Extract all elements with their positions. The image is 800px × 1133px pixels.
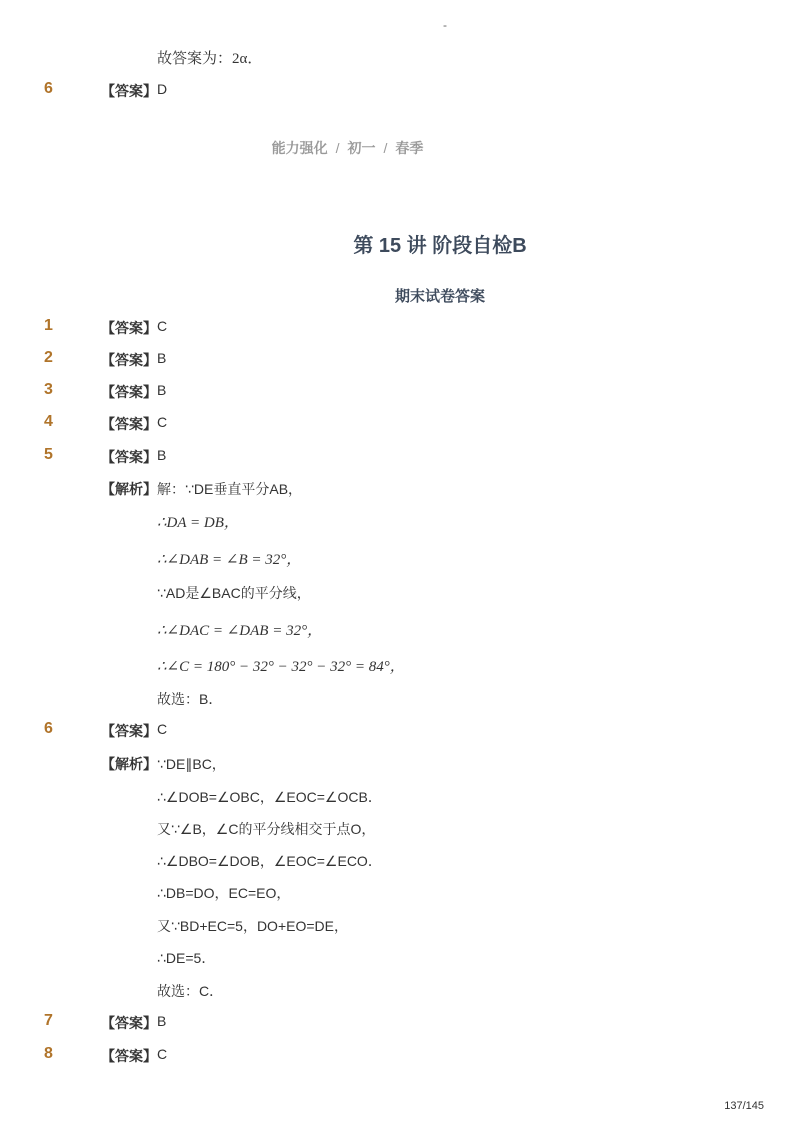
previous-answer-line: 故答案为：2α． [157, 51, 263, 67]
answer-label: 【答案】 [101, 320, 157, 336]
analysis-label: 【解析】 [101, 481, 157, 497]
question-number: 6 [44, 720, 53, 737]
breadcrumb-item: 初一 [347, 140, 376, 156]
question-number: 6 [44, 80, 53, 97]
answer-value: B [157, 350, 167, 366]
question-number: 8 [44, 1045, 53, 1062]
analysis-label: 【解析】 [101, 756, 157, 772]
answer-value: C [157, 414, 168, 430]
analysis-line: ∴∠DAC = ∠DAB = 32°， [157, 623, 323, 639]
breadcrumb-item: 春季 [395, 140, 424, 156]
answer-value: B [157, 447, 167, 463]
breadcrumb-separator: / [383, 140, 388, 156]
analysis-line: 解：∵DE垂直平分AB， [157, 481, 303, 497]
breadcrumb [0, 138, 695, 158]
answer-label: 【答案】 [101, 449, 157, 465]
analysis-line: ∴∠DAB = ∠B = 32°， [157, 552, 302, 568]
page-number: 137/145 [724, 1100, 764, 1112]
analysis-line: ∵DE∥BC， [157, 756, 226, 772]
answer-label: 【答案】 [101, 723, 157, 739]
question-number: 3 [44, 381, 53, 398]
question-number: 7 [44, 1012, 53, 1029]
answer-value: B [157, 1013, 167, 1029]
analysis-line: ∴∠C = 180° − 32° − 32° − 32° = 84°， [157, 659, 405, 675]
top-mark: - [443, 18, 447, 32]
analysis-line: ∴∠DOB=∠OBC，∠EOC=∠OCB． [157, 789, 382, 805]
lesson-title: 第 15 讲 阶段自检B [353, 235, 527, 257]
analysis-line: ∴DB=DO，EC=EO， [157, 885, 291, 901]
question-number: 4 [44, 413, 53, 430]
answer-value: D [157, 81, 168, 97]
analysis-line: ∵AD是∠BAC的平分线， [157, 585, 311, 601]
breadcrumb-item: 能力强化 [271, 140, 328, 156]
answer-value: C [157, 318, 168, 334]
answer-label: 【答案】 [101, 384, 157, 400]
answer-value: C [157, 721, 168, 737]
analysis-line: 又∵BD+EC=5，DO+EO=DE， [157, 918, 348, 934]
analysis-line: 故选：C． [157, 983, 224, 999]
analysis-line: ∴∠DBO=∠DOB，∠EOC=∠ECO． [157, 853, 382, 869]
question-number: 5 [44, 446, 53, 463]
answer-label: 【答案】 [101, 352, 157, 368]
answer-label: 【答案】 [101, 1048, 157, 1064]
answer-label: 【答案】 [101, 416, 157, 432]
answer-value: B [157, 382, 167, 398]
question-number: 2 [44, 349, 53, 366]
analysis-line: ∴DE=5． [157, 950, 216, 966]
answer-label: 【答案】 [101, 83, 157, 99]
analysis-line: 故选：B． [157, 691, 223, 707]
analysis-line: 又∵∠B，∠C的平分线相交于点O， [157, 821, 376, 837]
breadcrumb-separator: / [335, 140, 340, 156]
answer-label: 【答案】 [101, 1015, 157, 1031]
question-number: 1 [44, 317, 53, 334]
section-subtitle: 期末试卷答案 [394, 288, 485, 305]
answer-value: C [157, 1046, 168, 1062]
analysis-line: ∴DA = DB， [157, 515, 239, 531]
